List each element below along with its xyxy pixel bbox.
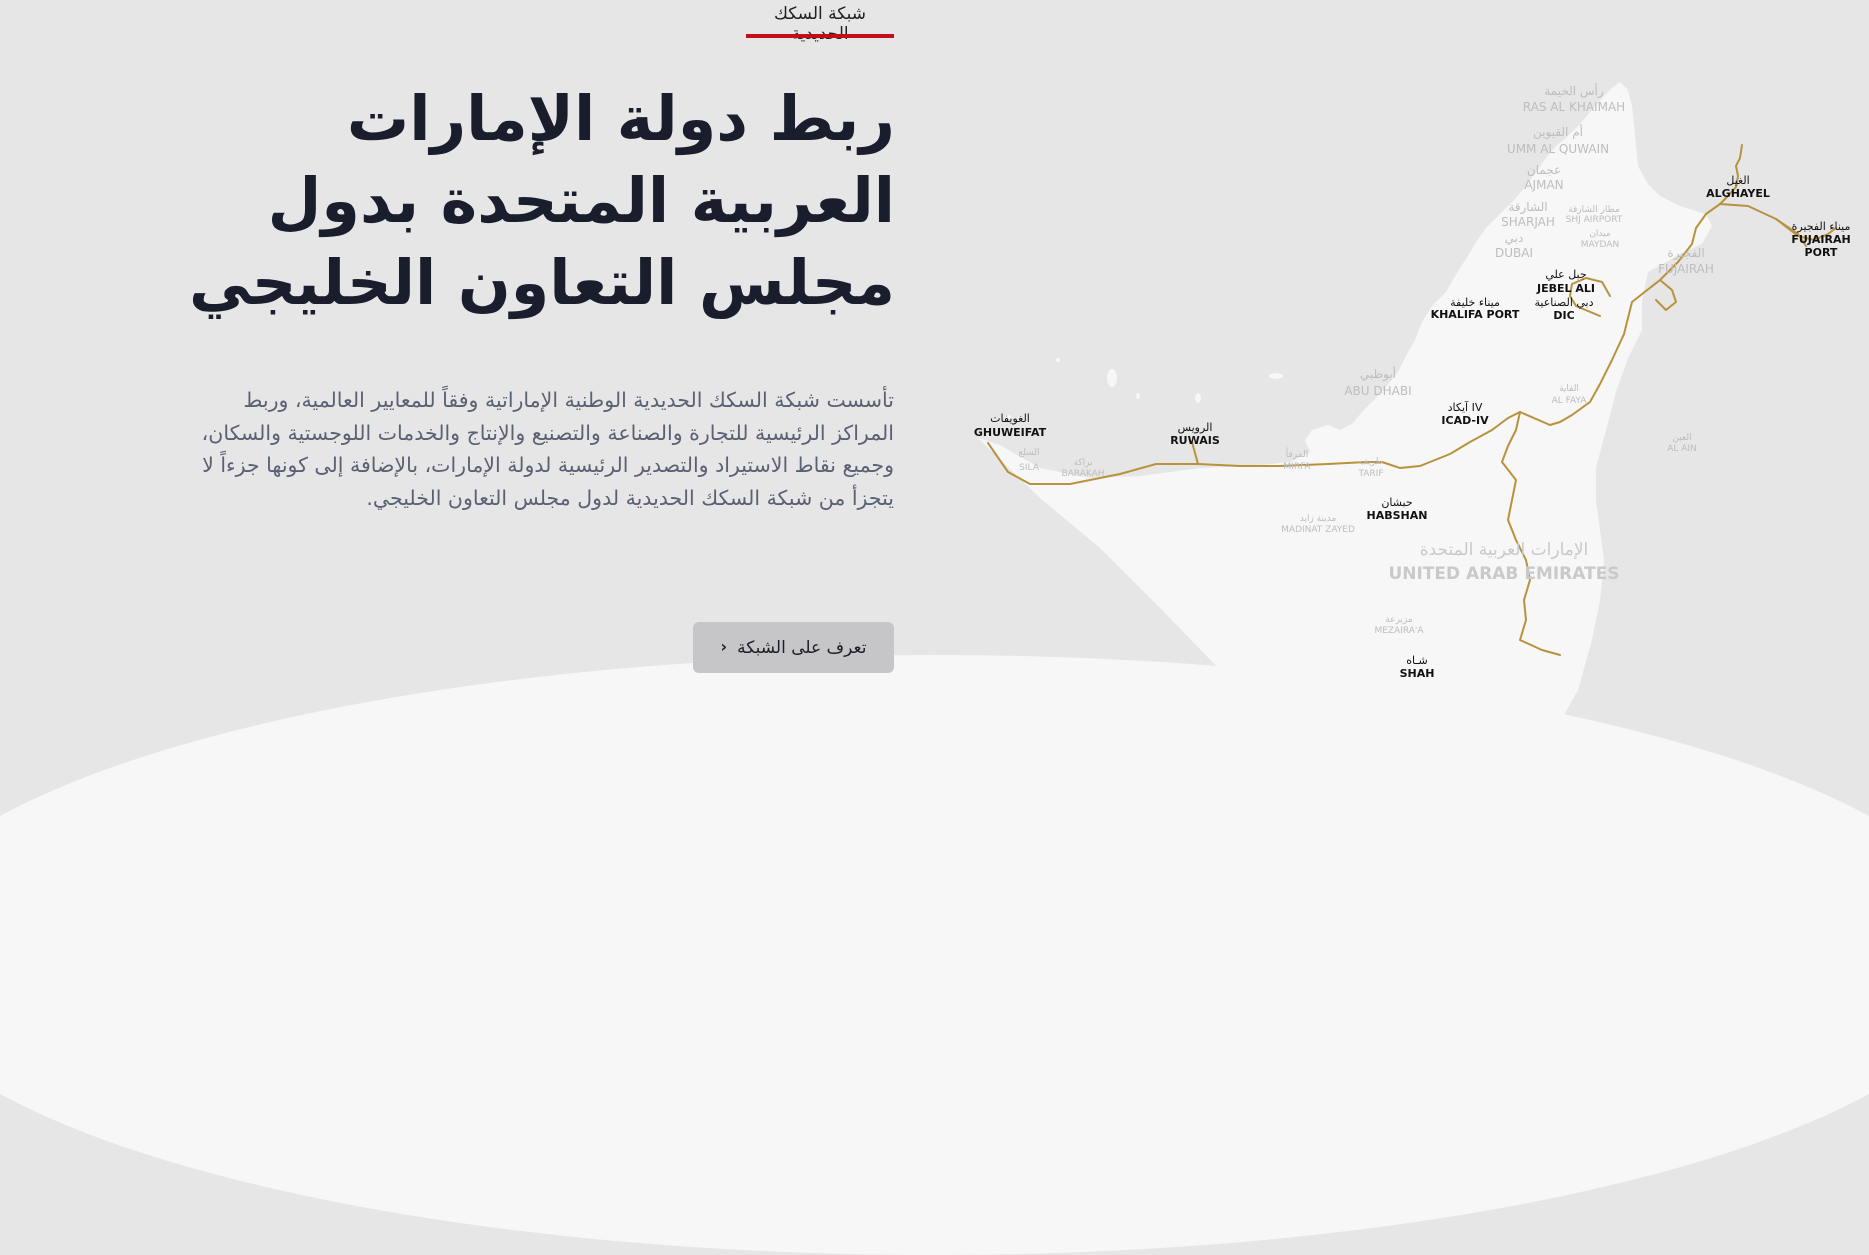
region-label-en: DUBAI	[1494, 246, 1534, 260]
region-label-en: FUJAIRAH	[1658, 262, 1714, 276]
place-label-ar: ميدان	[1589, 229, 1611, 239]
place-label-ar: السلع	[1018, 448, 1040, 458]
bottom-background-arc	[0, 655, 1869, 1255]
chevron-left-icon: ‹	[720, 637, 728, 656]
place-label-en: SILA	[1019, 463, 1039, 473]
hero-description: تأسست شبكة السكك الحديدية الوطنية الإماراتية وفقاً للمعايير العالمية، وربط المراكز الرئيسية للتجارة والصناعة والتصنيع والإنتاج والخدمات اللوجستية والسكان، وجميع نقاط الاستيراد والتصدير الرئيسية لدولة الإمارات، بالإضافة إلى كونها جزءاً لا يتجزأ من شبكة السكك الحديدية لدول مجلس التعاون الخليجي.	[201, 388, 894, 510]
station-label-en: SHAH	[1399, 667, 1435, 680]
island	[1107, 369, 1117, 387]
place-label-ar: مدينة زايد	[1299, 514, 1337, 524]
place-label-ar: المرفأ	[1285, 450, 1309, 460]
island	[1056, 358, 1060, 362]
section-tab-underline	[746, 34, 894, 38]
region-label-ar: العين	[1672, 433, 1692, 443]
region-label-en: AL AIN	[1667, 444, 1697, 454]
place-label-en: MEZAIRA'A	[1374, 626, 1424, 636]
station-label-en: ALGHAYEL	[1706, 187, 1770, 200]
place-label-ar: الفاية	[1559, 384, 1579, 394]
place-label-ar: طريف	[1359, 457, 1383, 467]
region-label-ar: أبوظبي	[1359, 367, 1397, 381]
rail-dic-loop	[1656, 280, 1676, 310]
station-label-en: FUJAIRAH	[1791, 233, 1851, 246]
station-label-ar: الغيل	[1726, 174, 1750, 187]
place-label-en: TARIF	[1358, 469, 1384, 479]
learn-network-button[interactable]	[693, 622, 894, 673]
island	[1136, 393, 1140, 399]
station-label-ar: ميناء خليفة	[1450, 296, 1500, 309]
uae-landmass	[978, 82, 1712, 725]
station-label-en: ICAD-IV	[1441, 414, 1489, 427]
place-label-en: SHJ AIRPORT	[1565, 215, 1623, 225]
country-label-en: UNITED ARAB EMIRATES	[1388, 564, 1620, 584]
station-label-ar: ميناء الفجيرة	[1791, 220, 1851, 233]
uae-map-svg	[960, 0, 1869, 740]
region-label-en: ABU DHABI	[1344, 384, 1412, 398]
hero-headline: ربط دولة الإمارات العربية المتحدة بدول مجلس التعاون الخليجي	[188, 82, 895, 319]
section-tab[interactable]	[746, 0, 894, 40]
station-label-ar: الغويفات	[990, 412, 1030, 425]
station-label-ar: جبل علي	[1545, 268, 1587, 281]
hero-text-column	[0, 0, 900, 740]
region-label-en: RAS AL KHAIMAH	[1522, 100, 1626, 114]
region-label-ar: دبي	[1504, 231, 1524, 245]
station-label-en: KHALIFA PORT	[1430, 308, 1520, 321]
region-label-ar: رأس الخيمة	[1544, 84, 1604, 98]
place-label-en: BARAKAH	[1061, 469, 1105, 479]
station-label-en: RUWAIS	[1170, 434, 1220, 447]
station-label-en: HABSHAN	[1366, 509, 1428, 522]
station-label-en: GHUWEIFAT	[973, 426, 1047, 439]
station-label-en: DIC	[1553, 309, 1575, 322]
station-label-en: JEBEL ALI	[1537, 282, 1595, 295]
region-label-en: AJMAN	[1524, 178, 1564, 192]
station-label-ar: الرويس	[1177, 421, 1213, 434]
section-tab-label: شبكة السكك	[773, 4, 867, 24]
uae-rail-map	[960, 0, 1869, 740]
region-label-en: UMM AL QUWAIN	[1506, 142, 1610, 156]
place-label-en: MADINAT ZAYED	[1281, 525, 1355, 535]
place-label-en: MIRFA	[1283, 462, 1311, 472]
region-label-ar: الفجيرة	[1667, 246, 1705, 260]
place-label-ar: مزيرعة	[1385, 615, 1413, 625]
island	[1269, 373, 1283, 379]
station-label-ar: دبي الصناعية	[1534, 296, 1594, 309]
island	[1195, 393, 1201, 403]
place-label-ar: مطار الشارقة	[1568, 205, 1620, 215]
station-label-en: PORT	[1804, 246, 1838, 259]
place-label-ar: براكة	[1073, 458, 1093, 468]
learn-network-button-label: تعرف على الشبكة	[737, 637, 867, 658]
region-label-en: SHARJAH	[1501, 215, 1555, 229]
station-label-ar: شـاه	[1406, 654, 1428, 667]
country-label-ar: الإمارات العربية المتحدة	[1419, 540, 1589, 560]
region-label-ar: الشارقة	[1508, 200, 1548, 214]
region-label-ar: عجمان	[1526, 163, 1562, 177]
place-label-en: MAYDAN	[1580, 240, 1620, 250]
station-label-ar: آيكاد IV	[1447, 401, 1483, 414]
region-label-ar: أم القيوين	[1533, 125, 1583, 139]
station-label-ar: حبشان	[1381, 496, 1413, 509]
place-label-en: AL FAYA	[1551, 396, 1587, 406]
